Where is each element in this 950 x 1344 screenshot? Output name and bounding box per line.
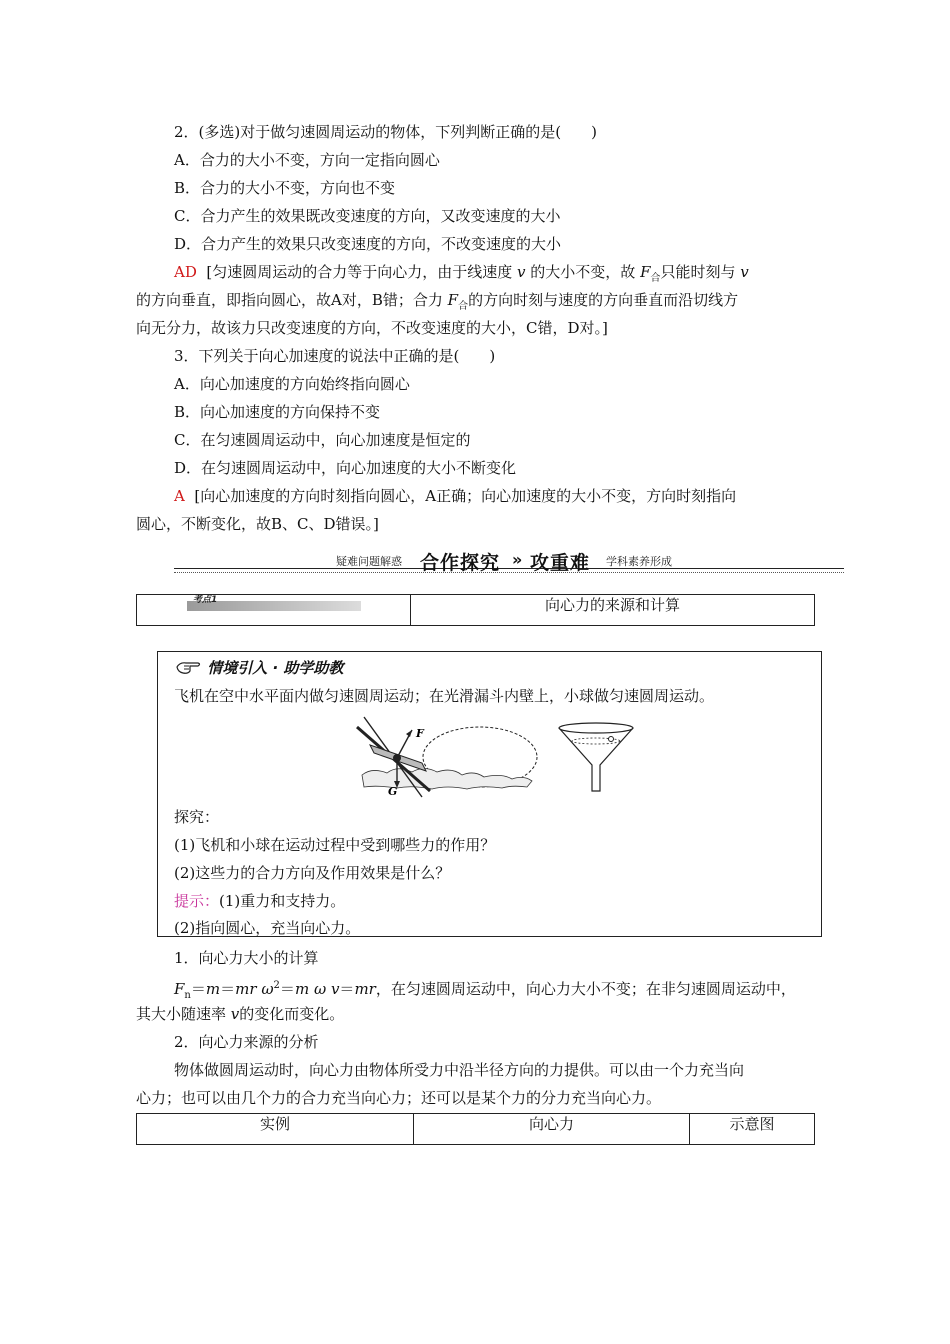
question-3-answer: A bbox=[174, 487, 185, 505]
banner-title-second: 攻重难 bbox=[530, 552, 591, 574]
question-2-explanation-line-1: AD [匀速圆周运动的合力等于向心力，由于线速度 v 的大小不变，故 $F_合$只能时刻与 v bbox=[174, 263, 749, 284]
question-3-explanation-line-1: A [向心加速度的方向时刻指向圆心，A正确；向心加速度的大小不变，方向时刻指向 bbox=[174, 487, 737, 505]
section-1-line-2: 其大小随速率 v的变化而变化。 bbox=[136, 1005, 345, 1023]
question-3-option-a: A．向心加速度的方向始终指向圆心 bbox=[174, 375, 410, 393]
banner-arrow-icon: » bbox=[512, 550, 524, 569]
topic-tag-cell bbox=[137, 595, 411, 625]
question-3-option-c: C．在匀速圆周运动中，向心加速度是恒定的 bbox=[174, 431, 471, 449]
scenario-text: 飞机在空中水平面内做匀速圆周运动；在光滑漏斗内壁上，小球做匀速圆周运动。 bbox=[174, 687, 715, 705]
section-2-title: 2．向心力来源的分析 bbox=[174, 1033, 319, 1051]
scenario-header bbox=[176, 657, 343, 678]
banner-left-text: 疑难问题解惑 bbox=[336, 555, 402, 568]
explore-question-1: (1)飞机和小球在运动过程中受到哪些力的作用？ bbox=[174, 836, 496, 854]
question-2-explanation-line-2: 的方向垂直，即指向圆心，故A对，B错；合力 $F_合$的方向时刻与速度的方向垂直而沿切线方 bbox=[136, 291, 739, 312]
section-2-paragraph-line-1: 物体做圆周运动时，向心力由物体所受力中沿半径方向的力提供。可以由一个力充当向 bbox=[174, 1061, 745, 1079]
centripetal-force-formula: $F_n=m=mr$ $\omega^2=m$ ω v＝mr，在匀速圆周运动中，向心力大小不变；在非匀速圆周运动中， bbox=[174, 980, 796, 1001]
explore-label: 探究： bbox=[174, 808, 220, 826]
pointing-hand-icon bbox=[176, 659, 202, 675]
airplane-circular-motion-figure bbox=[352, 715, 542, 800]
force-label-g: G bbox=[388, 785, 398, 798]
topic-tag-label: 考点1 bbox=[193, 595, 218, 605]
table-header-example: 实例 bbox=[137, 1114, 414, 1144]
question-3-option-d: D．在匀速圆周运动中，向心加速度的大小不断变化 bbox=[174, 459, 517, 477]
hint-line-1: 提示：(1)重力和支持力。 bbox=[174, 892, 346, 910]
funnel-figure bbox=[556, 721, 636, 793]
section-1-title: 1．向心力大小的计算 bbox=[174, 949, 319, 967]
topic-table bbox=[136, 594, 815, 626]
section-banner bbox=[174, 548, 844, 576]
banner-title-main: 合作探究 bbox=[420, 552, 501, 574]
hint-line-2: (2)指向圆心，充当向心力。 bbox=[174, 919, 361, 937]
question-2-stem: 2．(多选)对于做匀速圆周运动的物体，下列判断正确的是( ) bbox=[174, 123, 597, 141]
table-header-diagram: 示意图 bbox=[729, 1115, 775, 1133]
topic-title: 向心力的来源和计算 bbox=[544, 596, 680, 614]
force-source-table bbox=[136, 1113, 815, 1145]
hint-label: 提示： bbox=[174, 892, 220, 910]
question-2-option-b: B．合力的大小不变，方向也不变 bbox=[174, 179, 396, 197]
force-label-f: F bbox=[416, 727, 424, 740]
scenario-header-text: 情境引入 · 助学助教 bbox=[207, 659, 344, 677]
explore-question-2: (2)这些力的合力方向及作用效果是什么？ bbox=[174, 864, 451, 882]
question-2-option-d: D．合力产生的效果只改变速度的方向，不改变速度的大小 bbox=[174, 235, 562, 253]
banner-right-text: 学科素养形成 bbox=[606, 555, 672, 568]
table-header-centripetal-force: 向心力 bbox=[414, 1114, 690, 1144]
question-3-stem: 3．下列关于向心加速度的说法中正确的是( ) bbox=[174, 347, 496, 365]
question-3-explanation-line-2: 圆心，不断变化，故B、C、D错误。] bbox=[136, 515, 379, 533]
question-2-option-c: C．合力产生的效果既改变速度的方向，又改变速度的大小 bbox=[174, 207, 561, 225]
question-3-option-b: B．向心加速度的方向保持不变 bbox=[174, 403, 381, 421]
question-2-option-a: A．合力的大小不变，方向一定指向圆心 bbox=[174, 151, 440, 169]
question-2-explanation-line-3: 向无分力，故该力只改变速度的方向，不改变速度的大小，C错，D对。] bbox=[136, 319, 608, 337]
question-2-answer: AD bbox=[174, 263, 197, 281]
section-2-paragraph-line-2: 心力；也可以由几个力的合力充当向心力；还可以是某个力的分力充当向心力。 bbox=[136, 1089, 662, 1107]
